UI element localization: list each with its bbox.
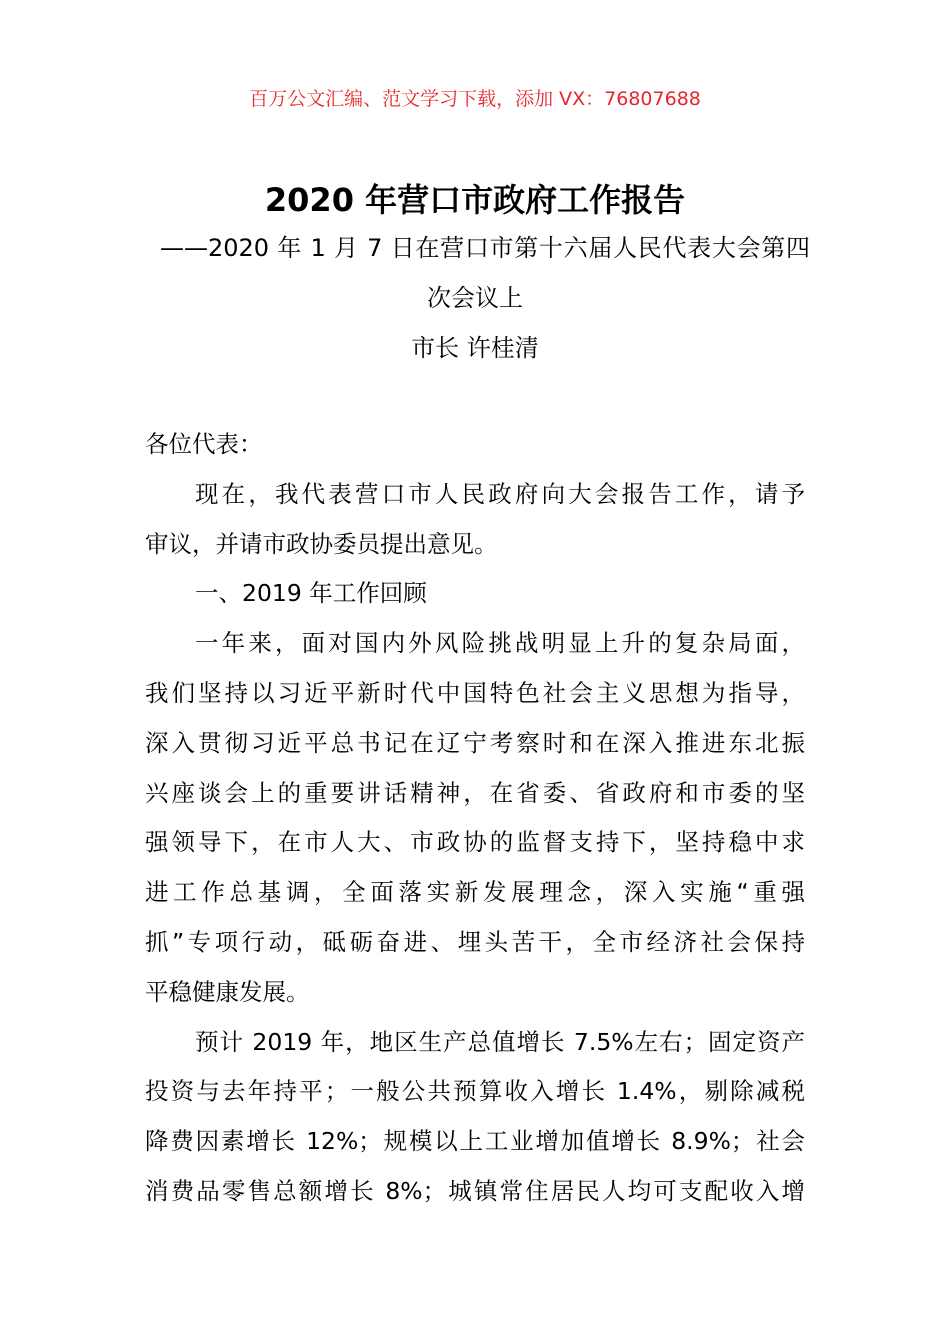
paragraph-line: 抓”专项行动，砥砺奋进、埋头苦干，全市经济社会保持 [145, 927, 805, 956]
paragraph-line: 审议，并请市政协委员提出意见。 [145, 529, 498, 558]
subtitle-line-2: 次会议上 [427, 284, 523, 312]
paragraph-line: 消费品零售总额增长 8%；城镇常住居民人均可支配收入增 [145, 1176, 805, 1205]
speaker: 市长 许桂清 [411, 334, 539, 362]
paragraph [145, 1018, 805, 1217]
paragraph-line: 现在，我代表营口市人民政府向大会报告工作，请予 [195, 479, 805, 508]
paragraph [145, 470, 805, 570]
paragraph-line: 我们坚持以习近平新时代中国特色社会主义思想为指导， [145, 678, 805, 707]
paragraph-line: 投资与去年持平；一般公共预算收入增长 1.4%，剔除减税 [145, 1077, 805, 1106]
paragraph-line: 预计 2019 年，地区生产总值增长 7.5%左右；固定资产 [195, 1027, 805, 1056]
paragraph-line: 降费因素增长 12%；规模以上工业增加值增长 8.9%；社会 [145, 1127, 805, 1156]
paragraph-line: 强领导下，在市人大、市政协的监督支持下，坚持稳中求 [145, 828, 805, 857]
paragraph-line: 一、2019 年工作回顾 [195, 579, 427, 608]
paragraph-line: 进工作总基调，全面落实新发展理念，深入实施“重强 [145, 878, 805, 907]
salutation: 各位代表： [145, 430, 263, 458]
paragraph [145, 619, 805, 1017]
paragraph-line: 深入贯彻习近平总书记在辽宁考察时和在深入推进东北振 [145, 728, 805, 757]
paragraph-line: 兴座谈会上的重要讲话精神，在省委、省政府和市委的坚 [145, 778, 805, 807]
paragraph-line: 平稳健康发展。 [145, 977, 310, 1006]
subtitle-line-1: ——2020 年 1 月 7 日在营口市第十六届人民代表大会第四 [160, 234, 810, 262]
paragraph-line: 一年来，面对国内外风险挑战明显上升的复杂局面， [195, 629, 805, 658]
document-body [145, 420, 805, 1217]
paragraph [145, 569, 805, 619]
document-title: 2020 年营口市政府工作报告 [264, 181, 686, 219]
watermark-text: 百万公文汇编、范文学习下载，添加 VX：76807688 [249, 88, 701, 110]
